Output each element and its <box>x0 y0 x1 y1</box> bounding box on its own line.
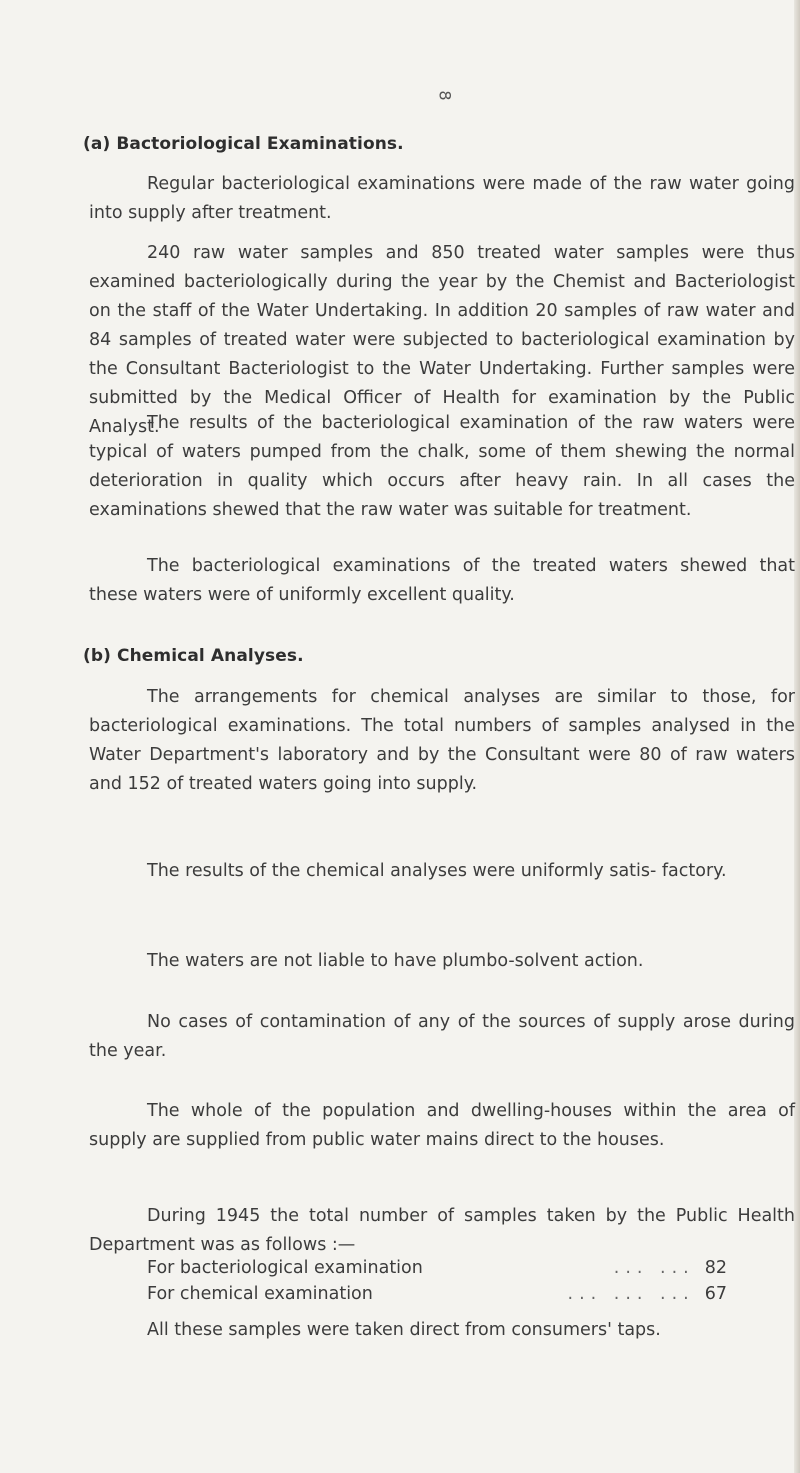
samples-list <box>147 1258 727 1310</box>
paragraph-contamination: No cases of contamination of any of the sources of supply arose during the year. <box>89 1012 795 1061</box>
section-a-heading: (a) Bactoriological Examinations. <box>83 134 404 154</box>
paragraph-closing: All these samples were taken direct from consumers' taps. <box>147 1320 661 1340</box>
sample-label: For bacteriological examination <box>147 1258 423 1278</box>
leader-dots: ... ... <box>613 1258 695 1278</box>
sample-label: For chemical examination <box>147 1284 373 1304</box>
paragraph-samples-intro: During 1945 the total number of samples taken by the Public Health Department was as follows :— <box>89 1206 795 1255</box>
page-number: 8 <box>435 90 455 101</box>
paragraph-sample-counts: 240 raw water samples and 850 treated water samples were thus examined bacteriologically during the year by the Chemist and Bacteriologist on the staff of the Water Undertaking. In addition 20 samples of raw water and 84 samples of treated water were subjected to bacteriological examination by the Consultant Bacteriologist to the Water Undertaking. Further samples were submitted by the Medical Officer of Health for examination by the Public Analyst. <box>89 243 795 437</box>
paragraph-regular-examinations: Regular bacteriological examinations were made of the raw water going into supply after treatment. <box>89 174 795 223</box>
sample-count: 82 <box>704 1258 727 1278</box>
list-item <box>147 1258 727 1284</box>
paragraph-chemical-results: The results of the chemical analyses were uniformly satis- factory. <box>147 861 727 881</box>
list-item <box>147 1284 727 1310</box>
paragraph-treated-water-results: The bacteriological examinations of the treated waters shewed that these waters were of uniformly excellent quality. <box>89 556 795 605</box>
paragraph-supply-mains: The whole of the population and dwelling-houses within the area of supply are supplied from public water mains direct to the houses. <box>89 1101 795 1150</box>
paragraph-plumbo-solvent: The waters are not liable to have plumbo-solvent action. <box>147 951 644 971</box>
leader-dots: ... ... ... <box>567 1284 695 1304</box>
section-b-heading: (b) Chemical Analyses. <box>83 646 304 666</box>
paragraph-chemical-arrangements: The arrangements for chemical analyses are similar to those, for bacteriological examinations. The total numbers of samples analysed in the Water Department's laboratory and by the Consultant were 80 of raw waters and 152 of treated waters going into supply. <box>89 687 795 794</box>
paragraph-raw-water-results: The results of the bacteriological examination of the raw waters were typical of waters pumped from the chalk, some of them shewing the normal deterioration in quality which occurs after heavy rain. In all cases the examinations shewed that the raw water was suitable for treatment. <box>89 413 795 520</box>
sample-count: 67 <box>704 1284 727 1304</box>
